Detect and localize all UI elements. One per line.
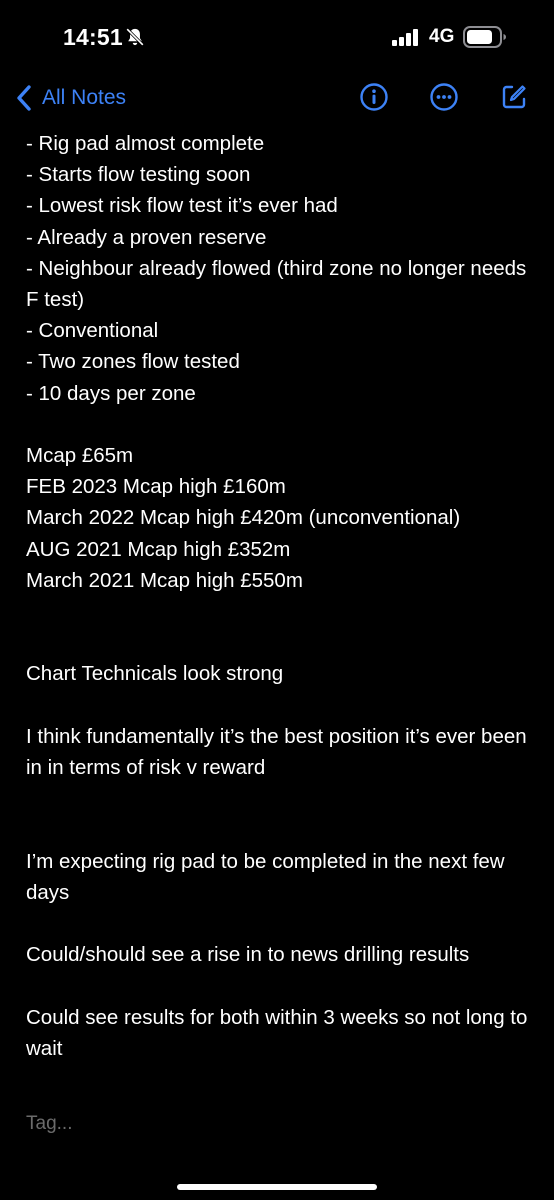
note-blank-line [26,783,536,814]
note-line: - Starts flow testing soon [26,163,251,187]
back-button[interactable] [14,82,126,114]
note-line: - Conventional [26,319,159,343]
network-type: 4G [429,26,455,47]
note-blank-line [26,690,536,721]
info-icon[interactable] [359,82,389,112]
note-line: - Already a proven reserve [26,225,267,249]
note-line: - Rig pad almost complete [26,132,265,155]
compose-icon[interactable] [499,82,529,112]
note-line: Mcap £65m [26,444,134,468]
note-line: March 2022 Mcap high £420m (unconventional) [26,506,461,530]
note-blank-line [26,627,536,658]
home-indicator [177,1184,377,1190]
note-line: - 10 days per zone [26,381,196,405]
note-line: - Two zones flow tested [26,350,240,374]
tag-input[interactable]: Tag... [26,1113,73,1134]
battery-icon [463,26,507,48]
note-blank-line [26,409,536,440]
note-blank-line [26,814,536,845]
status-bar [0,0,554,70]
note-line: March 2021 Mcap high £550m [26,568,303,592]
note-line: - Lowest risk flow test it’s ever had [26,194,338,218]
note-blank-line [26,908,536,939]
bell-slash-icon [124,26,146,48]
note-line: Could see results for both within 3 weeks so not long to wait [26,1005,528,1060]
note-line: - Neighbour already flowed (third zone no longer needs F test) [26,256,527,312]
note-line: Could/should see a rise in to news drilling results [26,943,470,967]
chevron-left-icon [14,84,34,112]
note-blank-line [26,596,536,627]
note-line: I think fundamentally it’s the best position it’s ever been in in terms of risk v reward [26,724,527,779]
note-line: I’m expecting rig pad to be completed in the next few days [26,849,505,904]
cellular-signal-icon [392,29,419,46]
note-line: AUG 2021 Mcap high £352m [26,537,291,561]
note-line: Chart Technicals look strong [26,662,284,686]
note-blank-line [26,970,536,1001]
status-time: 14:51 [63,24,123,50]
more-icon[interactable] [429,82,459,112]
nav-bar [0,70,554,126]
note-line: FEB 2023 Mcap high £160m [26,475,286,499]
back-button-label: All Notes [42,86,127,109]
note-body[interactable] [26,128,536,1064]
